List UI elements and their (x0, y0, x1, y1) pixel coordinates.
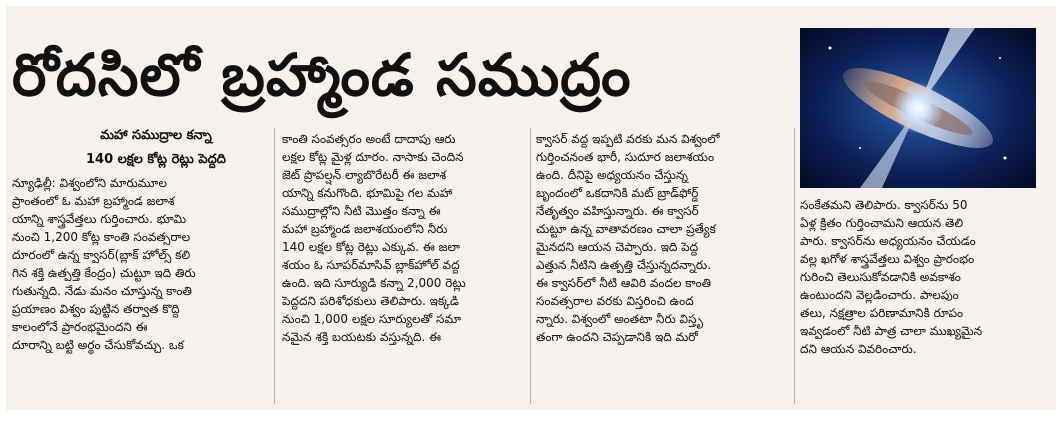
text-line: చుట్టూ ఉన్న వాతావరణం చాలా ప్రత్యేక (536, 222, 716, 236)
subheadline-2: 140 లక్షల కోట్ల రెట్లు పెద్దది (86, 152, 226, 167)
text-line: గుతున్నది. నేడు మనం చూస్తున్న కాంతి (12, 284, 192, 298)
headline: రోదసిలో బ్రహ్మాండ సముద్రం (12, 41, 632, 109)
text-line: పారు. క్వాసర్‌ను అధ్యయనం చేయడం (800, 234, 976, 248)
column-divider (794, 128, 795, 404)
text-line: ప్రయాణం విశ్వం పుట్టిన తర్వాత కొద్ది (12, 302, 180, 316)
subheadline-1: మహా సముద్రాల కన్నా (100, 128, 212, 143)
text-line: సంవత్సరాల వరకు విస్తరించి ఉంద (536, 294, 694, 308)
text-line: కాంతి సంవత్సరం అంటే దాదాపు ఆరు (282, 132, 456, 146)
text-line: మైనదని ఆయన చెప్పారు. ఇది పెద్ద (536, 240, 699, 254)
text-line: యాన్ని శాస్త్రవేత్తలు గుర్తించారు. భూమి (12, 212, 187, 226)
text-line: నమైన శక్తి బయటకు వస్తున్నది. ఈ (282, 330, 442, 344)
text-line: క్వాసర్ వద్ద ఇప్పటి వరకు మన విశ్వంలో (536, 132, 720, 146)
text-line: ఉంది. దీనిపై అధ్యయనం చేస్తున్న (536, 168, 688, 182)
article-column-3 (536, 130, 790, 406)
column-divider (274, 128, 275, 404)
text-line: తలు, నక్షత్రాల పరిణామానికి రూపం (800, 306, 964, 320)
article-column-4 (800, 196, 1036, 406)
text-line: గుర్తించనంత భారీ, సుదూర జలాశయం (536, 150, 715, 164)
text-line: న్నారు. విశ్వంలో అంతటా నీరు విస్తృ (536, 312, 704, 326)
text-line: ఏళ్ల క్రితం గుర్తించామని ఆయన తెలి (800, 216, 964, 230)
text-line: ఈ క్వాసర్‌లో నీటి ఆవిరి వందల కాంతి (536, 276, 712, 290)
text-line: శయం ఓ సూపర్‌మాసివ్ బ్లాక్‌హోల్ వద్ద (282, 258, 460, 272)
text-line: వల్ల ఖగోళ శాస్త్రవేత్తలు విశ్వం ప్రారంభం (800, 252, 975, 266)
text-line: కాలంలోనే ప్రారంభమైందని ఈ (12, 320, 148, 334)
article-column-2 (282, 130, 526, 406)
text-line: ఎత్తున నీటిని ఉత్పత్తి చేస్తున్నదన్నారు. (536, 258, 712, 272)
text-line: గిన శక్తి ఉత్పత్తి కేంద్రం) చుట్టూ ఇది తిరు (12, 266, 196, 280)
text-line: దూరంలో ఉన్న క్వాసర్(బ్లాక్ హోల్స్ కలి (12, 248, 191, 262)
text-line: సంకేతమని తెలిపారు. క్వాసర్‌ను 50 (800, 198, 968, 212)
text-line: ప్రాంతంలో ఓ మహా బ్రహ్మాండ జలాశ (12, 194, 175, 208)
text-line: 140 లక్షల కోట్ల రెట్లు ఎక్కువ. ఈ జలా (282, 240, 460, 254)
text-line: లక్షల కోట్ల మైళ్ల దూరం. నాసాకు చెందిన (282, 150, 464, 164)
text-line: నుంచి 1,200 కోట్ల కాంతి సంవత్సరాల (12, 230, 191, 244)
text-line: దని ఆయన వివరించారు. (800, 342, 917, 356)
text-line: మహా బ్రహ్మాండ జలాశయంలోని నీరు (282, 222, 448, 236)
text-line: దూరాన్ని బట్టి అర్థం చేసుకోవచ్చు. ఒక (12, 338, 184, 352)
text-line: బృందంలో ఒకదానికి మట్ బ్రాడ్‌ఫోర్డ్ (536, 186, 699, 200)
text-line: ఉంది. ఇది సూర్యుడి కన్నా 2,000 రెట్లు (282, 276, 466, 290)
column-divider (530, 128, 531, 404)
text-line: నుంచి 1,000 లక్షల సూర్యులతో సమా (282, 312, 462, 326)
newspaper-clipping (6, 6, 1056, 410)
text-line: ఉంటుందని వెల్లడించారు. పాలపుం (800, 288, 959, 302)
text-line: పెద్దదని పరిశోధకులు తెలిపారు. ఇక్కడి (282, 294, 459, 308)
text-line: ఇవ్వడంలో నీటి పాత్ర చాలా ముఖ్యమైన (800, 324, 983, 338)
quasar-icon (800, 28, 1036, 188)
text-line: న్యూఢిల్లీ: విశ్వంలోని మారుమూల (12, 176, 167, 190)
text-line: జెట్ ప్రొపల్షన్ ల్యాబొరేటరీ ఈ జలాశ (282, 168, 447, 182)
text-line: యాన్ని కనుగొంది. భూమిపై గల మహా (282, 186, 453, 200)
text-line: సముద్రాల్లోని నీటి మొత్తం కన్నా ఈ (282, 204, 441, 218)
quasar-image (800, 28, 1036, 188)
text-line: గురించి తెలుసుకోవడానికి అవకాశం (800, 270, 961, 284)
text-line: నేతృత్వం వహిస్తున్నారు. ఈ క్వాసర్ (536, 204, 699, 218)
text-line: తంగా ఉందని చెప్పడానికి ఇది మరో (536, 330, 698, 344)
article-column-1 (12, 174, 270, 406)
